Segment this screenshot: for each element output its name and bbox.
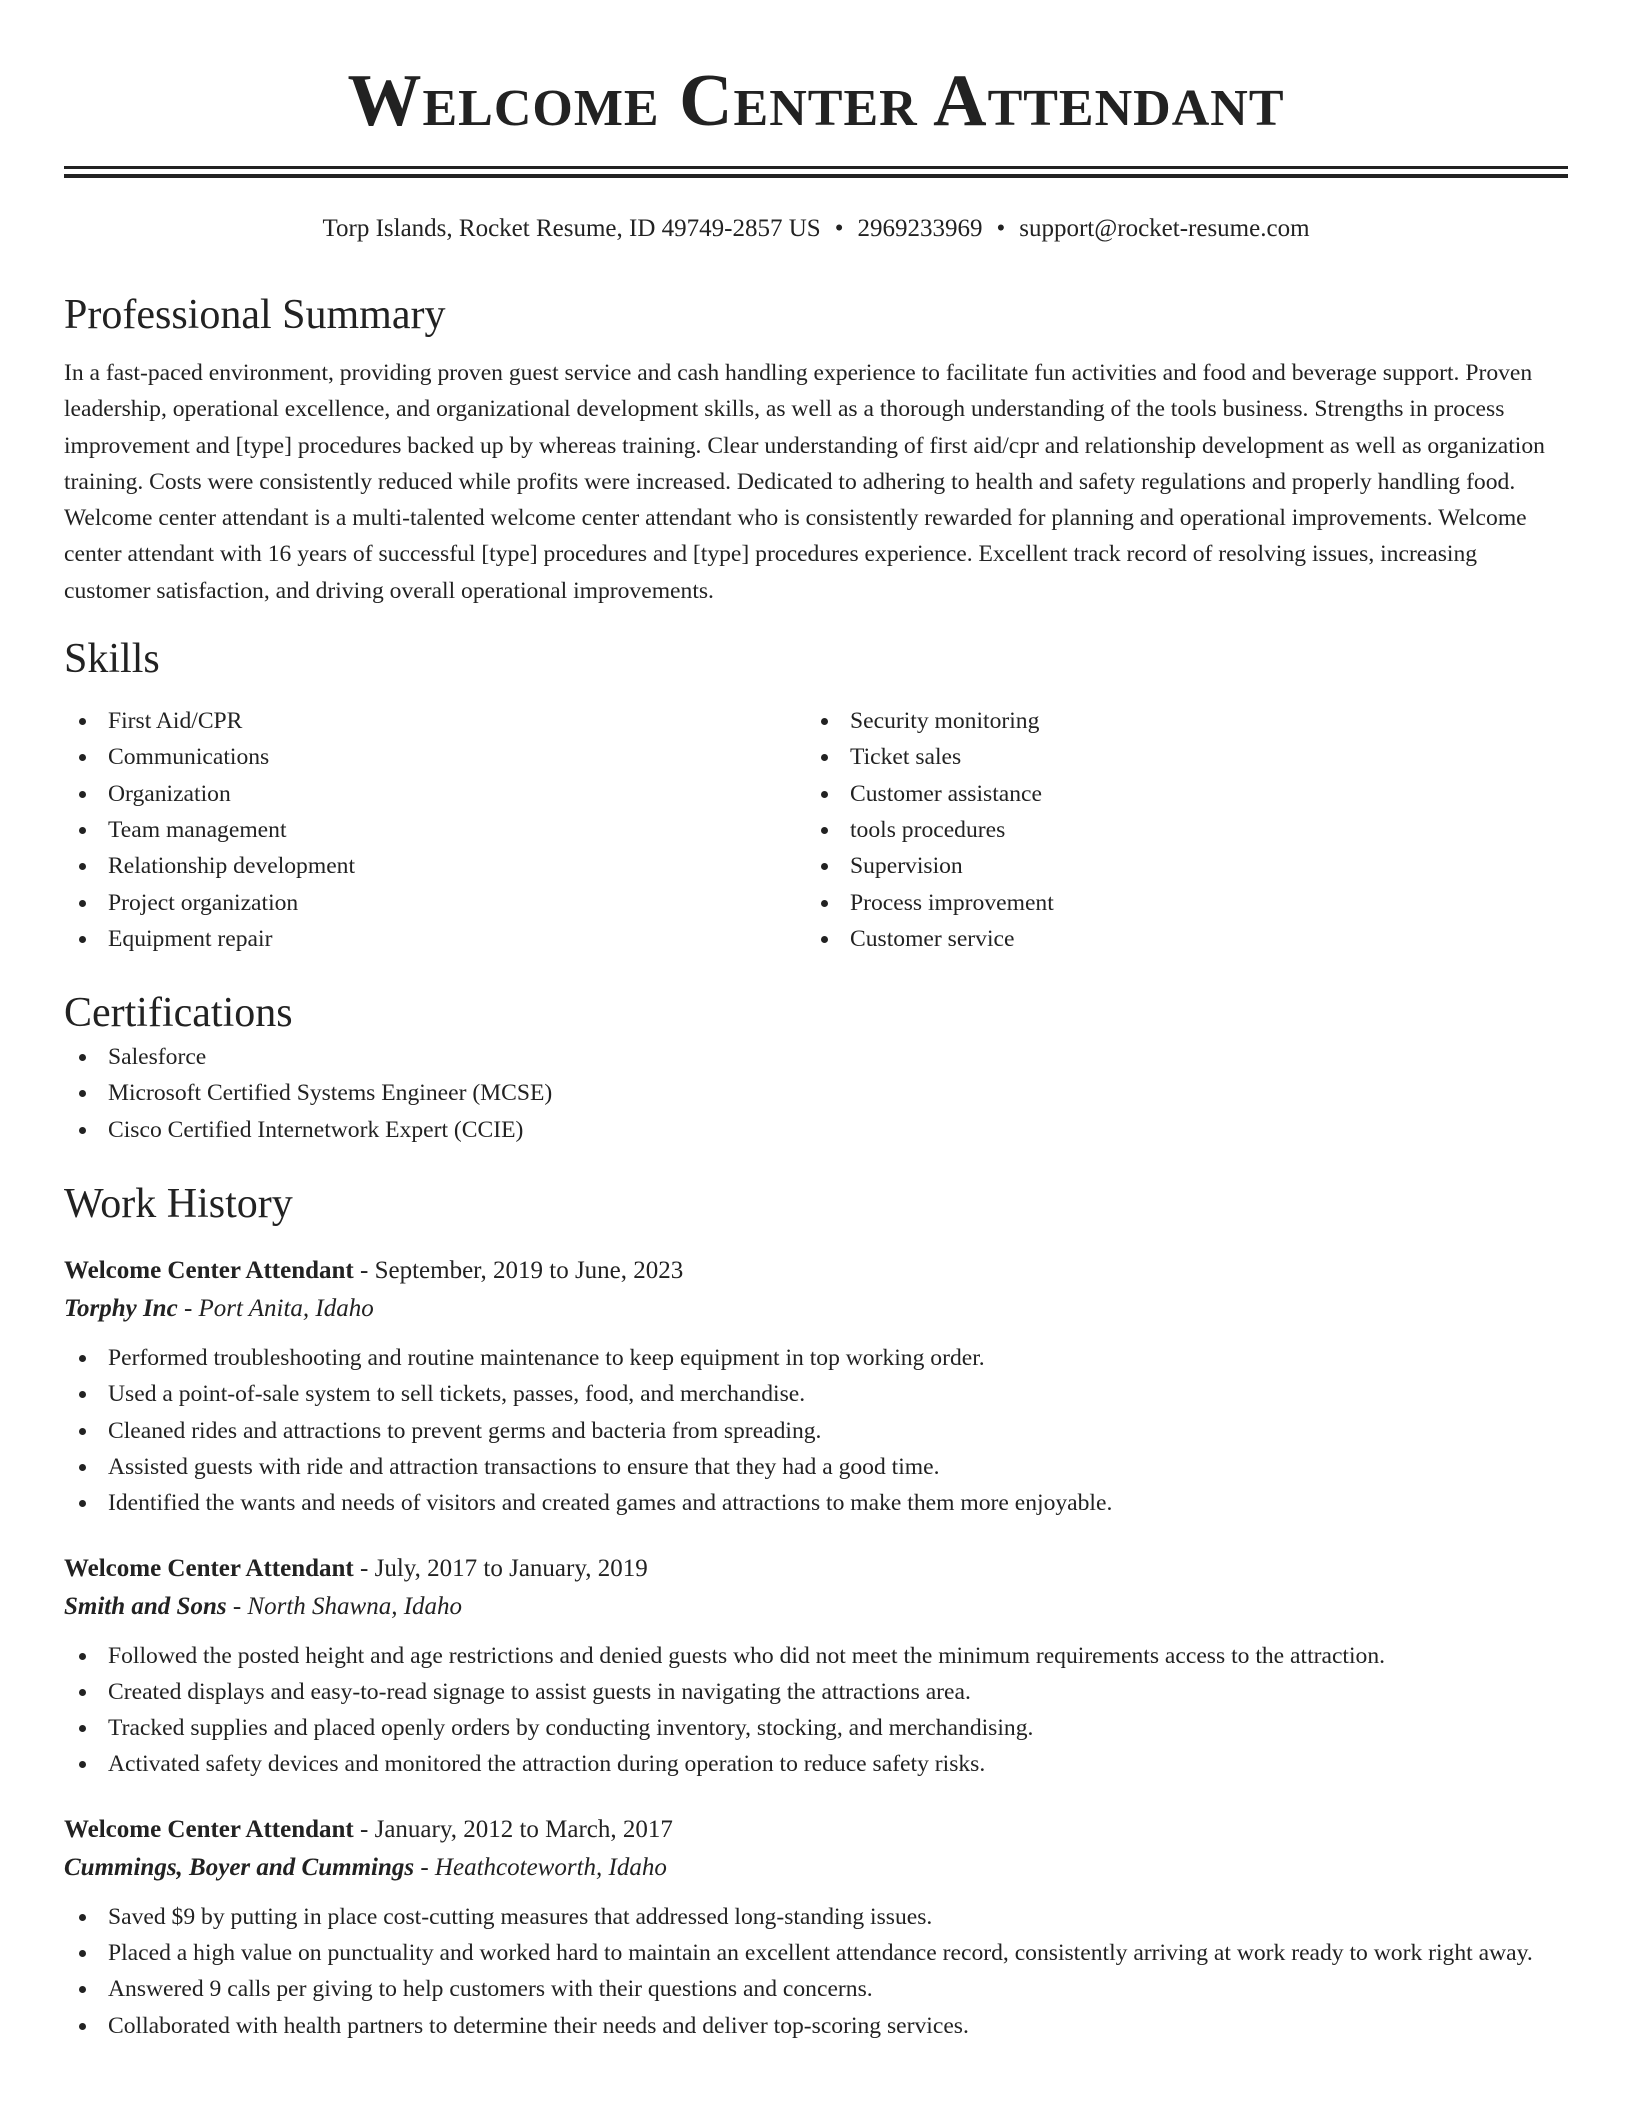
skill-item: Security monitoring (806, 703, 1548, 739)
job-bullets (64, 1340, 1568, 1521)
job-bullet: Collaborated with health partners to determine their needs and deliver top-scoring services. (64, 2008, 1568, 2044)
job-company: Torphy Inc (64, 1295, 178, 1323)
job-location: - Heathcoteworth, Idaho (414, 1853, 667, 1881)
job-bullet: Activated safety devices and monitored the attraction during operation to reduce safety risks. (64, 1746, 1568, 1782)
job-bullet: Saved $9 by putting in place cost-cutting measures that addressed long-standing issues. (64, 1899, 1568, 1935)
job-title: Welcome Center Attendant (64, 1815, 354, 1843)
resume-page (64, 0, 1568, 2072)
job-bullet: Assisted guests with ride and attraction transactions to ensure that they had a good time. (64, 1449, 1568, 1485)
contact-email: support@rocket-resume.com (1019, 215, 1310, 242)
job-company-line (64, 1290, 1568, 1328)
job-bullet: Tracked supplies and placed openly orders by conducting inventory, stocking, and merchandising. (64, 1710, 1568, 1746)
summary-heading: Professional Summary (64, 292, 446, 338)
job-location: - Port Anita, Idaho (177, 1295, 374, 1323)
contact-address: Torp Islands, Rocket Resume, ID 49749-2857 US (322, 215, 821, 242)
job-dates: - September, 2019 to June, 2023 (353, 1257, 684, 1285)
skill-item: Customer service (806, 921, 1548, 957)
job-bullets (64, 1638, 1568, 1783)
title-divider-bottom (64, 174, 1568, 178)
job-entry (64, 1252, 1568, 1521)
contact-phone: 2969233969 (857, 215, 983, 242)
job-company-line (64, 1849, 1568, 1887)
skill-item: Relationship development (64, 848, 806, 884)
job-entry (64, 1550, 1568, 1783)
skill-item: Customer assistance (806, 776, 1548, 812)
skills-columns (64, 703, 1568, 957)
skill-item: Team management (64, 812, 806, 848)
job-location: - North Shawna, Idaho (226, 1592, 463, 1620)
job-bullet: Followed the posted height and age restrictions and denied guests who did not meet the minimum requirements access to the attraction. (64, 1638, 1568, 1674)
resume-title: Welcome Center Attendant (347, 60, 1285, 142)
skills-right-list (806, 703, 1548, 957)
job-company-line (64, 1588, 1568, 1626)
skill-item: First Aid/CPR (64, 703, 806, 739)
contact-line (64, 213, 1568, 245)
job-bullet: Answered 9 calls per giving to help customers with their questions and concerns. (64, 1971, 1568, 2007)
summary-text: In a fast-paced environment, providing proven guest service and cash handling experience to facilitate fun activities and food and beverage support. Proven leadership, operational excellence, and organizational development skills, as well as a thorough understanding of the tools business. Strengths in process improvement and [type] procedures backed up by whereas training. Clear understanding of first aid/cpr and relationship development as well as organization training. Costs were consistently reduced while profits were increased. Dedicated to adhering to health and safety regulations and properly handling food. Welcome center attendant is a multi-talented welcome center attendant who is consistently rewarded for planning and operational improvements. Welcome center attendant with 16 years of successful [type] procedures and [type] procedures experience. Excellent track record of resolving issues, increasing customer satisfaction, and driving overall operational improvements. (64, 360, 1545, 604)
certifications-list (64, 1039, 1568, 1148)
work-history-heading: Work History (64, 1181, 293, 1228)
job-bullet: Performed troubleshooting and routine maintenance to keep equipment in top working order. (64, 1340, 1568, 1376)
skill-item: Equipment repair (64, 921, 806, 957)
skill-item: Process improvement (806, 885, 1548, 921)
job-title: Welcome Center Attendant (64, 1554, 354, 1582)
title-divider-top (64, 166, 1568, 169)
job-title-line (64, 1252, 1568, 1290)
job-bullet: Used a point-of-sale system to sell tickets, passes, food, and merchandise. (64, 1376, 1568, 1412)
skill-item: Project organization (64, 885, 806, 921)
job-company: Cummings, Boyer and Cummings (64, 1853, 415, 1881)
certification-item: Cisco Certified Internetwork Expert (CCIE) (64, 1112, 1568, 1148)
skill-item: tools procedures (806, 812, 1548, 848)
job-bullet: Created displays and easy-to-read signage to assist guests in navigating the attractions area. (64, 1674, 1568, 1710)
skill-item: Ticket sales (806, 739, 1548, 775)
job-title: Welcome Center Attendant (64, 1257, 354, 1285)
skills-heading: Skills (64, 636, 160, 683)
contact-separator: • (834, 215, 844, 242)
job-bullet: Placed a high value on punctuality and worked hard to maintain an excellent attendance record, consistently arriving at work ready to work right away. (64, 1935, 1568, 1971)
job-bullet: Cleaned rides and attractions to prevent germs and bacteria from spreading. (64, 1413, 1568, 1449)
certifications-heading: Certifications (64, 990, 293, 1037)
skill-item: Organization (64, 776, 806, 812)
skill-item: Communications (64, 739, 806, 775)
job-dates: - January, 2012 to March, 2017 (353, 1815, 673, 1843)
job-company: Smith and Sons (64, 1592, 227, 1620)
certification-item: Salesforce (64, 1039, 1568, 1075)
job-entry (64, 1811, 1568, 2044)
job-bullet: Identified the wants and needs of visitors and created games and attractions to make them more enjoyable. (64, 1485, 1568, 1521)
contact-separator: • (996, 215, 1006, 242)
job-dates: - July, 2017 to January, 2019 (353, 1554, 648, 1582)
skills-left-list (64, 703, 806, 957)
job-bullets (64, 1899, 1568, 2044)
certification-item: Microsoft Certified Systems Engineer (MCSE) (64, 1075, 1568, 1111)
job-title-line (64, 1811, 1568, 1849)
skill-item: Supervision (806, 848, 1548, 884)
job-title-line (64, 1550, 1568, 1588)
